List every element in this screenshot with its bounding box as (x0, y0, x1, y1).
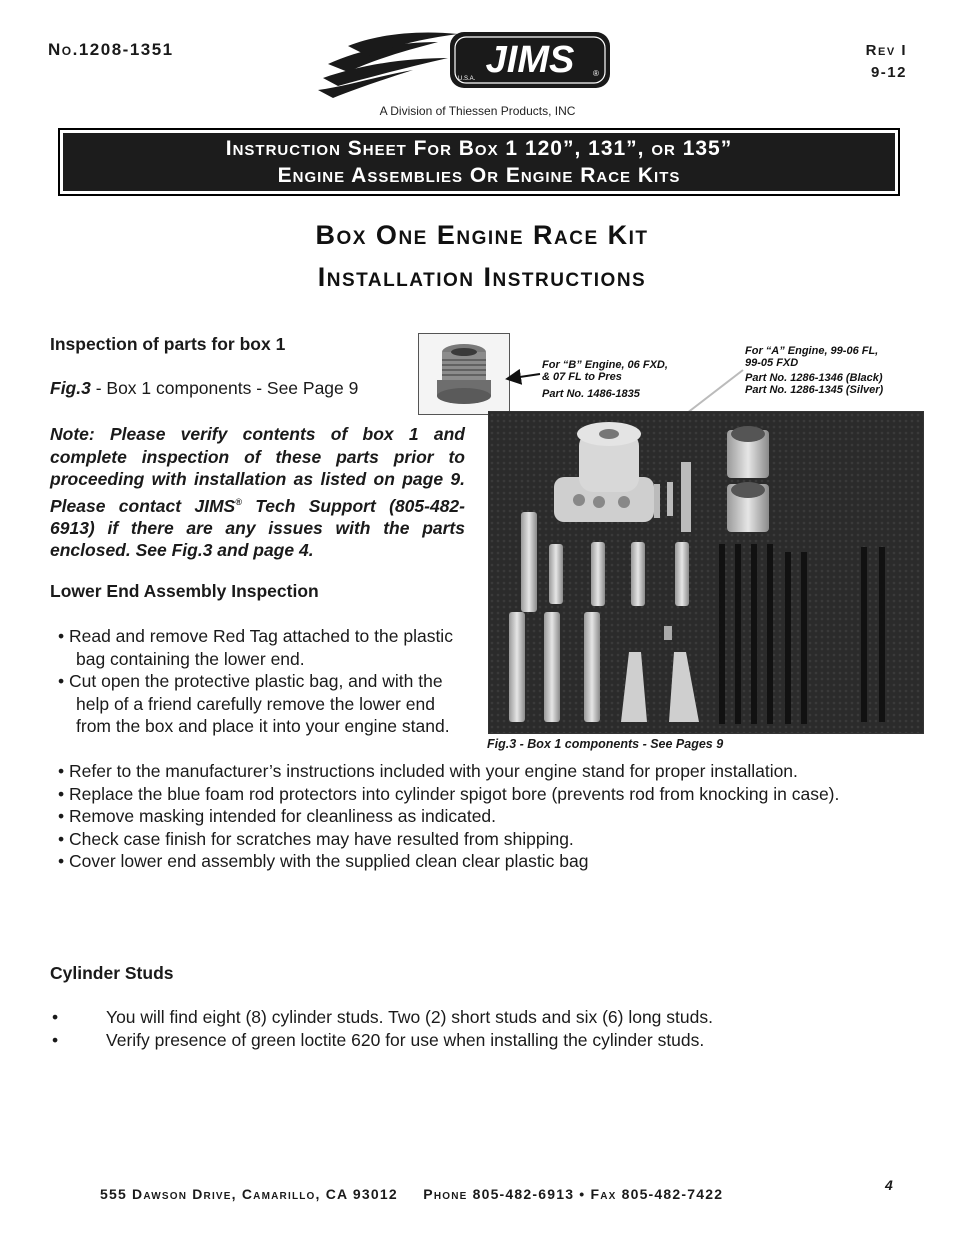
list-item-text: Verify presence of green loctite 620 for use when installing the cylinder studs. (106, 1029, 705, 1050)
list-item: • Cut open the protective plastic bag, and with the help of a friend carefully remove the lower end from the box and place it into your engine stand. (58, 671, 450, 736)
bullet: • (52, 1007, 59, 1027)
lower-end-list-narrow (58, 625, 466, 738)
note-text-end: Tech Support (805-482-6913) if there are any issues with the parts enclosed. See Fig.3 and page 4. (50, 495, 465, 561)
registered-mark: ® (235, 496, 242, 507)
page-number: 4 (885, 1177, 893, 1193)
logo-text: JIMS (485, 39, 575, 81)
list-item: • Remove masking intended for cleanliness as indicated. (58, 806, 497, 826)
callout-a-part-number-silver: Part No. 1286-1345 (Silver) (745, 384, 884, 396)
callout-a-line-2: 99-05 FXD (745, 357, 799, 369)
figure-caption: Fig.3 - Box 1 components - See Pages 9 (487, 737, 724, 751)
fitting-photo (418, 333, 510, 415)
banner-line-2: Engine Assemblies Or Engine Race Kits (277, 164, 681, 187)
flame-graphic (318, 33, 458, 99)
callout-a-engine (745, 345, 935, 396)
page-title (0, 214, 954, 298)
figure-reference (50, 377, 358, 400)
revision-block (866, 40, 907, 84)
logo-usa: U.S.A. (458, 76, 476, 82)
list-item: • Cover lower end assembly with the supplied clean clear plastic bag (58, 851, 589, 871)
figure-label: Fig.3 (50, 378, 91, 398)
revision-label: Rev I (865, 42, 907, 59)
jims-logo (318, 28, 613, 106)
banner-line-1: Instruction Sheet For Box 1 120”, 131”, or 135” (225, 137, 733, 160)
cylinder-studs-heading: Cylinder Studs (50, 963, 174, 983)
note-text-start: Note: Please verify contents of box 1 and complete inspection of these parts prior to proceeding with installation as listed on page 9. Please contact JIMS (50, 424, 465, 516)
svg-text:®: ® (593, 69, 599, 78)
list-item: • Refer to the manufacturer’s instructions included with your engine stand for proper installation. (58, 761, 798, 781)
callout-b-line-1: For “B” Engine, 06 FXD, (542, 359, 668, 371)
revision-date: 9-12 (870, 64, 907, 81)
list-item (50, 1029, 713, 1052)
footer-address: 555 Dawson Drive, Camarillo, CA 93012 Phone 805-482-6913 • Fax 805-482-7422 (100, 1186, 724, 1202)
verification-note (50, 423, 465, 562)
callout-b-line-2: & 07 FL to Pres (542, 371, 622, 383)
document-number: No.1208-1351 (48, 40, 174, 59)
cylinder-studs-list (50, 1006, 713, 1051)
inspection-heading: Inspection of parts for box 1 (50, 334, 286, 354)
callout-b-part-number: Part No. 1486-1835 (542, 388, 640, 400)
figure-reference-text: - Box 1 components - See Page 9 (90, 378, 359, 398)
callout-a-line-1: For “A” Engine, 99-06 FL, (745, 345, 879, 357)
bullet: • (52, 1029, 59, 1050)
list-item-text: You will find eight (8) cylinder studs. Two (2) short studs and six (6) long studs. (106, 1007, 713, 1027)
list-item: • Replace the blue foam rod protectors into cylinder spigot bore (prevents rod from knocking in case). (58, 783, 840, 804)
arrow-b-icon (513, 374, 540, 378)
box1-components-photo (488, 411, 924, 734)
division-line: A Division of Thiessen Products, INC (379, 104, 576, 118)
callout-a-part-number-black: Part No. 1286-1346 (Black) (745, 372, 883, 384)
title-line-1: Box One Engine Race Kit (315, 220, 649, 250)
list-item (50, 1006, 713, 1029)
list-item: • Read and remove Red Tag attached to the plastic bag containing the lower end. (58, 626, 453, 669)
list-item: • Check case finish for scratches may have resulted from shipping. (58, 828, 574, 849)
lower-end-list-wide (58, 760, 938, 873)
title-line-2: Installation Instructions (317, 262, 647, 292)
lower-end-heading: Lower End Assembly Inspection (50, 581, 319, 601)
instruction-banner (58, 128, 900, 196)
